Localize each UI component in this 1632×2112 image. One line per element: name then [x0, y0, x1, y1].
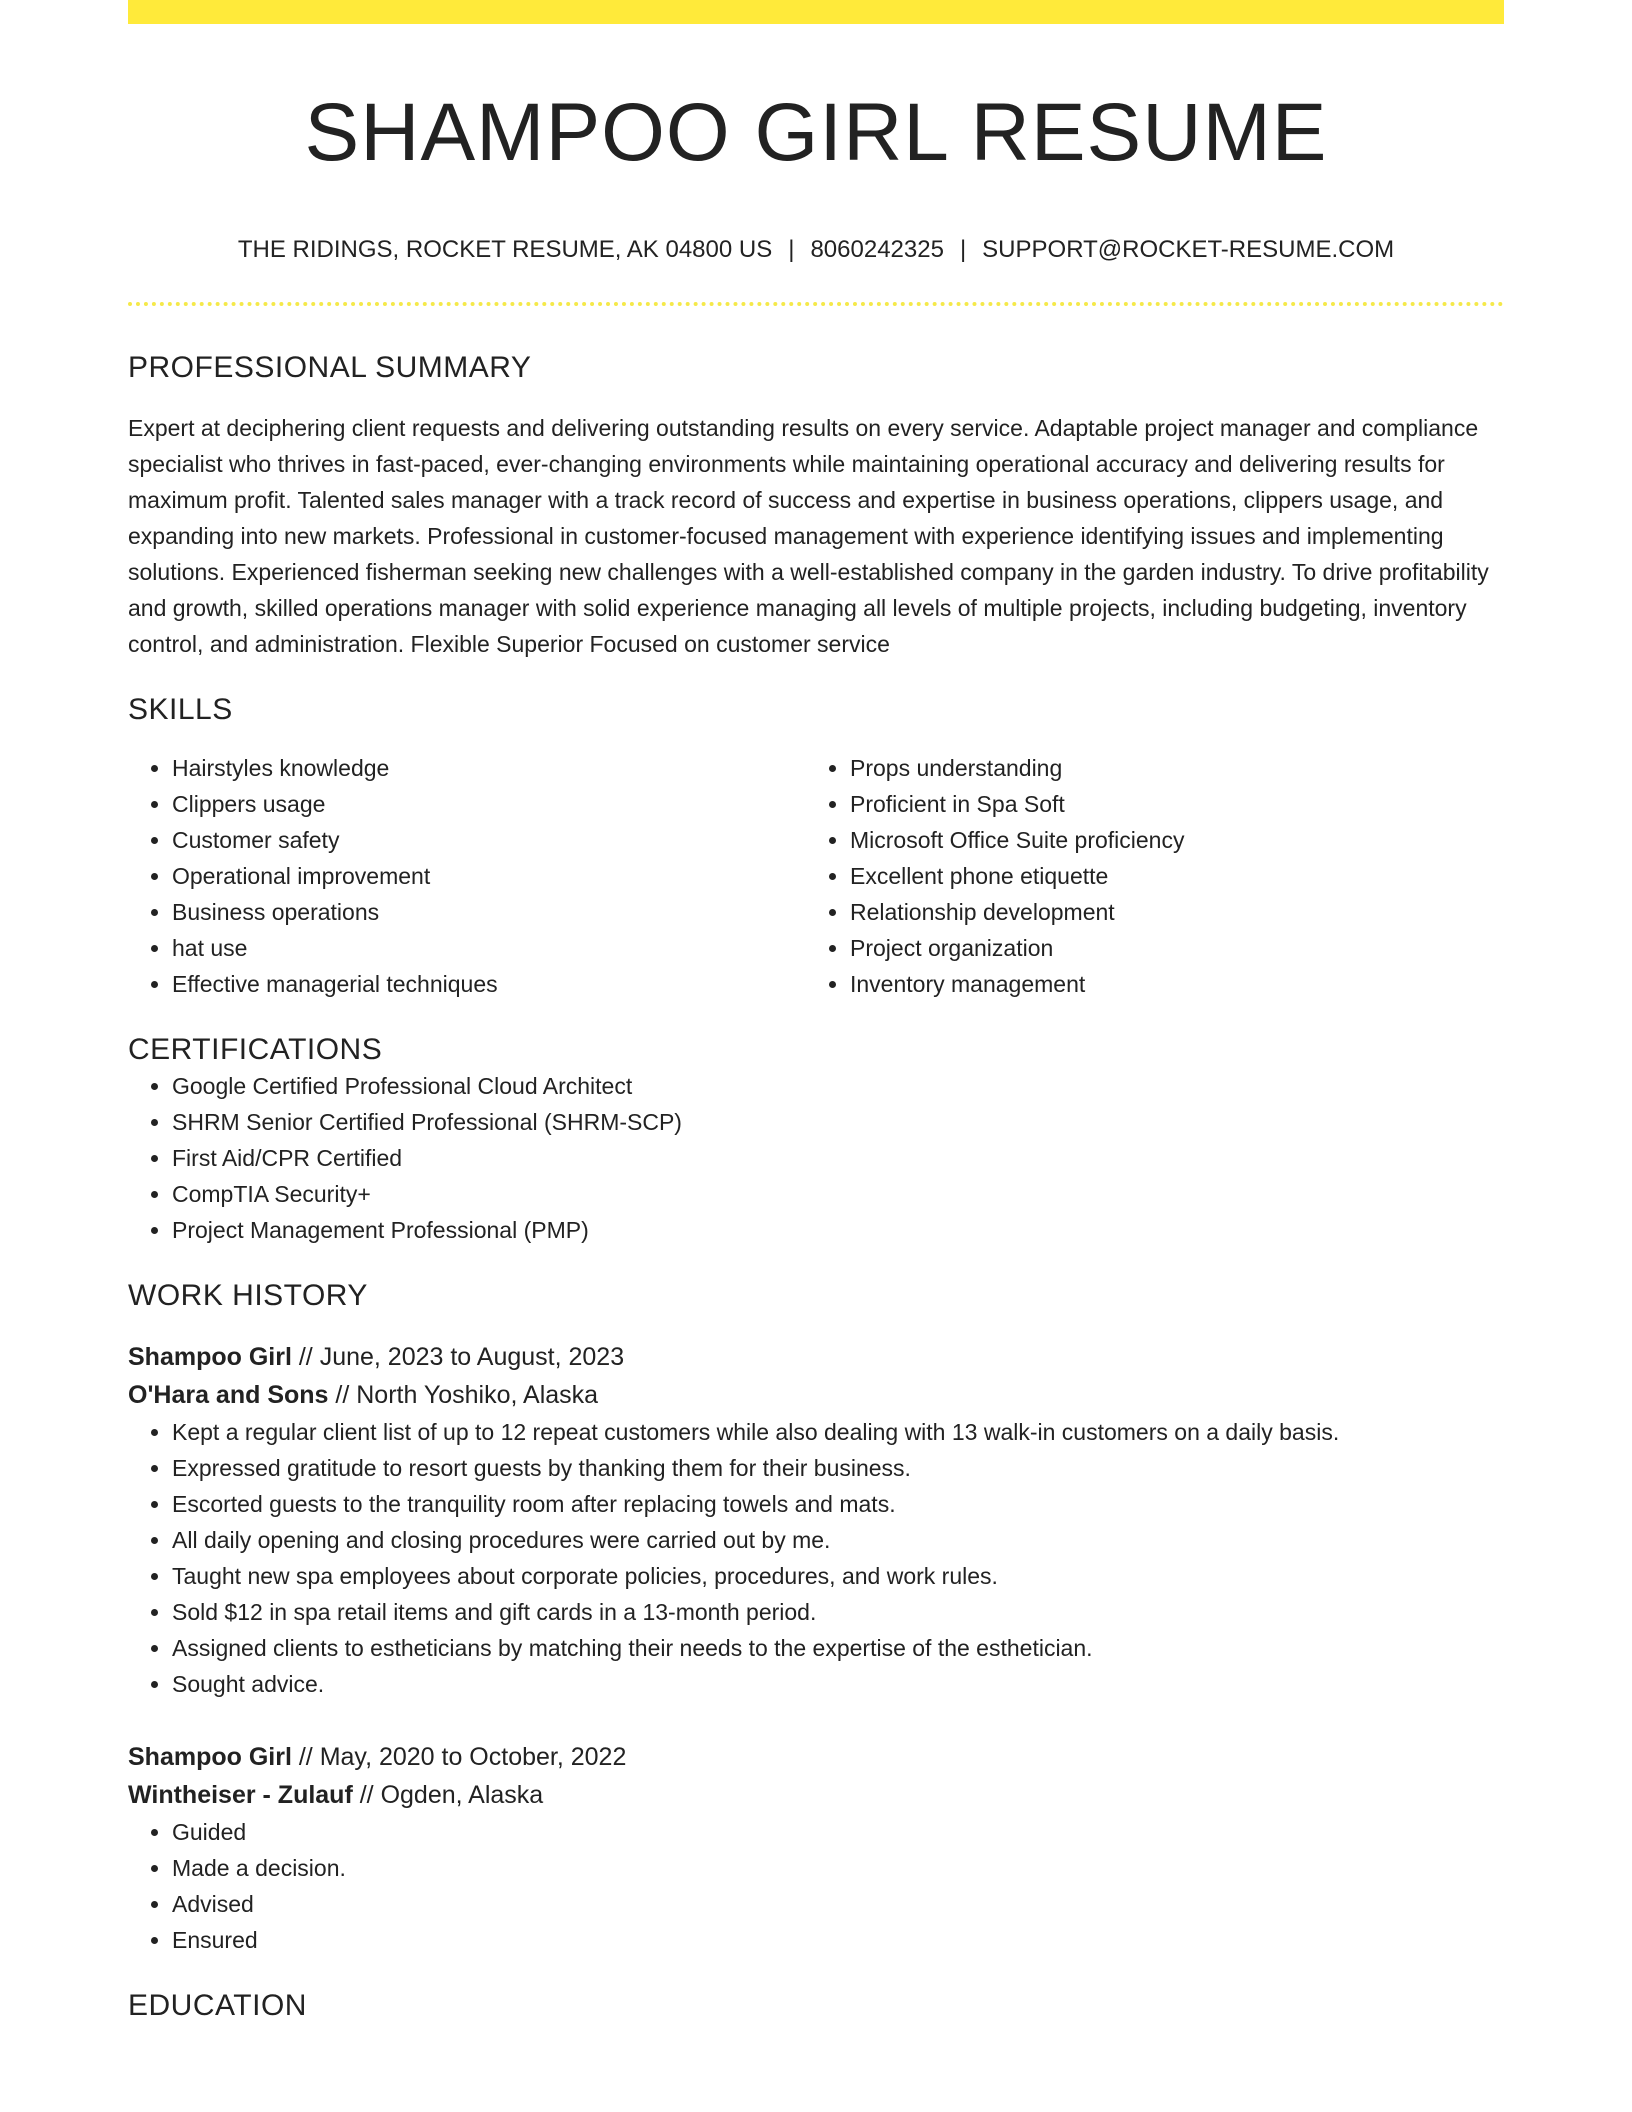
- job-duty-item: • Guided: [172, 1814, 1504, 1850]
- work-history-jobs: [128, 1338, 1504, 1958]
- job-role: Shampoo Girl: [128, 1343, 292, 1372]
- job-company-line: [128, 1376, 1504, 1414]
- job-duty-item: • Kept a regular client list of up to 12 repeat customers while also dealing with 13 walk-in customers on a daily basis.: [172, 1414, 1504, 1450]
- skill-item: • Proficient in Spa Soft: [850, 786, 1484, 822]
- skill-item: • Relationship development: [850, 894, 1484, 930]
- certification-item: • SHRM Senior Certified Professional (SHRM-SCP): [172, 1104, 1504, 1140]
- header-divider: [128, 302, 1504, 306]
- top-accent-bar: [128, 0, 1504, 24]
- skills-list-right: [806, 750, 1484, 1002]
- skill-item: • Excellent phone etiquette: [850, 858, 1484, 894]
- summary-heading: PROFESSIONAL SUMMARY: [128, 351, 532, 385]
- job-dates: // June, 2023 to August, 2023: [291, 1343, 625, 1372]
- job-duty-item: • Ensured: [172, 1922, 1504, 1958]
- contact-separator: |: [959, 236, 967, 264]
- certification-item: • Project Management Professional (PMP): [172, 1212, 1504, 1248]
- job-dates: // May, 2020 to October, 2022: [291, 1743, 627, 1772]
- certification-item: • First Aid/CPR Certified: [172, 1140, 1504, 1176]
- skill-item: • Hairstyles knowledge: [172, 750, 806, 786]
- skill-item: • Props understanding: [850, 750, 1484, 786]
- work-history-heading: WORK HISTORY: [128, 1279, 368, 1313]
- contact-line: [128, 236, 1504, 265]
- job-entry: [128, 1738, 1504, 1958]
- skill-item: • Customer safety: [172, 822, 806, 858]
- skills-heading: SKILLS: [128, 693, 233, 727]
- certifications-list: [128, 1068, 1504, 1248]
- certification-item: • CompTIA Security+: [172, 1176, 1504, 1212]
- job-duty-item: • Made a decision.: [172, 1850, 1504, 1886]
- job-company: Wintheiser - Zulauf: [128, 1781, 353, 1810]
- skill-item: • Effective managerial techniques: [172, 966, 806, 1002]
- certification-item: • Google Certified Professional Cloud Architect: [172, 1068, 1504, 1104]
- skill-item: • hat use: [172, 930, 806, 966]
- job-duties-list: [128, 1414, 1504, 1702]
- skill-item: • Project organization: [850, 930, 1484, 966]
- contact-phone: 8060242325: [810, 236, 944, 264]
- job-duty-item: • Escorted guests to the tranquility room after replacing towels and mats.: [172, 1486, 1504, 1522]
- job-company-line: [128, 1776, 1504, 1814]
- skills-list-left: [128, 750, 806, 1002]
- job-duty-item: • Expressed gratitude to resort guests by thanking them for their business.: [172, 1450, 1504, 1486]
- skill-item: • Operational improvement: [172, 858, 806, 894]
- summary-text: Expert at deciphering client requests and delivering outstanding results on every service. Adaptable project manager and compliance specialist who thrives in fast-paced, ever-changing environments while maintaining operational accuracy and delivering results for maximum profit. Talented sales manager with a track record of success and expertise in business operations, clippers usage, and expanding into new markets. Professional in customer-focused management with experience identifying issues and implementing solutions. Experienced fisherman seeking new challenges with a well-established company in the garden industry. To drive profitability and growth, skilled operations manager with solid experience managing all levels of multiple projects, including budgeting, inventory control, and administration. Flexible Superior Focused on customer service: [128, 415, 1489, 658]
- contact-separator: |: [788, 236, 795, 264]
- skills-column-right: [806, 750, 1484, 1002]
- certifications-heading: CERTIFICATIONS: [128, 1033, 383, 1067]
- job-company: O'Hara and Sons: [128, 1381, 329, 1410]
- resume-page: [128, 0, 1504, 2024]
- job-duty-item: • All daily opening and closing procedures were carried out by me.: [172, 1522, 1504, 1558]
- job-duty-item: • Taught new spa employees about corporate policies, procedures, and work rules.: [172, 1558, 1504, 1594]
- job-location: // North Yoshiko, Alaska: [328, 1381, 599, 1410]
- skill-item: • Business operations: [172, 894, 806, 930]
- job-duty-item: • Sought advice.: [172, 1666, 1504, 1702]
- job-title-line: [128, 1338, 1504, 1376]
- skills-column-left: [128, 750, 806, 1002]
- job-duty-item: • Advised: [172, 1886, 1504, 1922]
- skill-item: • Inventory management: [850, 966, 1484, 1002]
- job-duty-item: • Sold $12 in spa retail items and gift cards in a 13-month period.: [172, 1594, 1504, 1630]
- job-role: Shampoo Girl: [128, 1743, 292, 1772]
- skill-item: • Microsoft Office Suite proficiency: [850, 822, 1484, 858]
- job-location: // Ogden, Alaska: [352, 1781, 544, 1810]
- education-heading: EDUCATION: [128, 1989, 307, 2023]
- job-title-line: [128, 1738, 1504, 1776]
- job-duty-item: • Assigned clients to estheticians by matching their needs to the expertise of the esthetician.: [172, 1630, 1504, 1666]
- contact-email: SUPPORT@ROCKET-RESUME.COM: [982, 236, 1395, 264]
- resume-title: SHAMPOO GIRL RESUME: [304, 87, 1328, 178]
- job-entry: [128, 1338, 1504, 1702]
- contact-address: THE RIDINGS, ROCKET RESUME, AK 04800 US: [237, 236, 773, 264]
- skill-item: • Clippers usage: [172, 786, 806, 822]
- job-duties-list: [128, 1814, 1504, 1958]
- skills-grid: [128, 750, 1504, 1002]
